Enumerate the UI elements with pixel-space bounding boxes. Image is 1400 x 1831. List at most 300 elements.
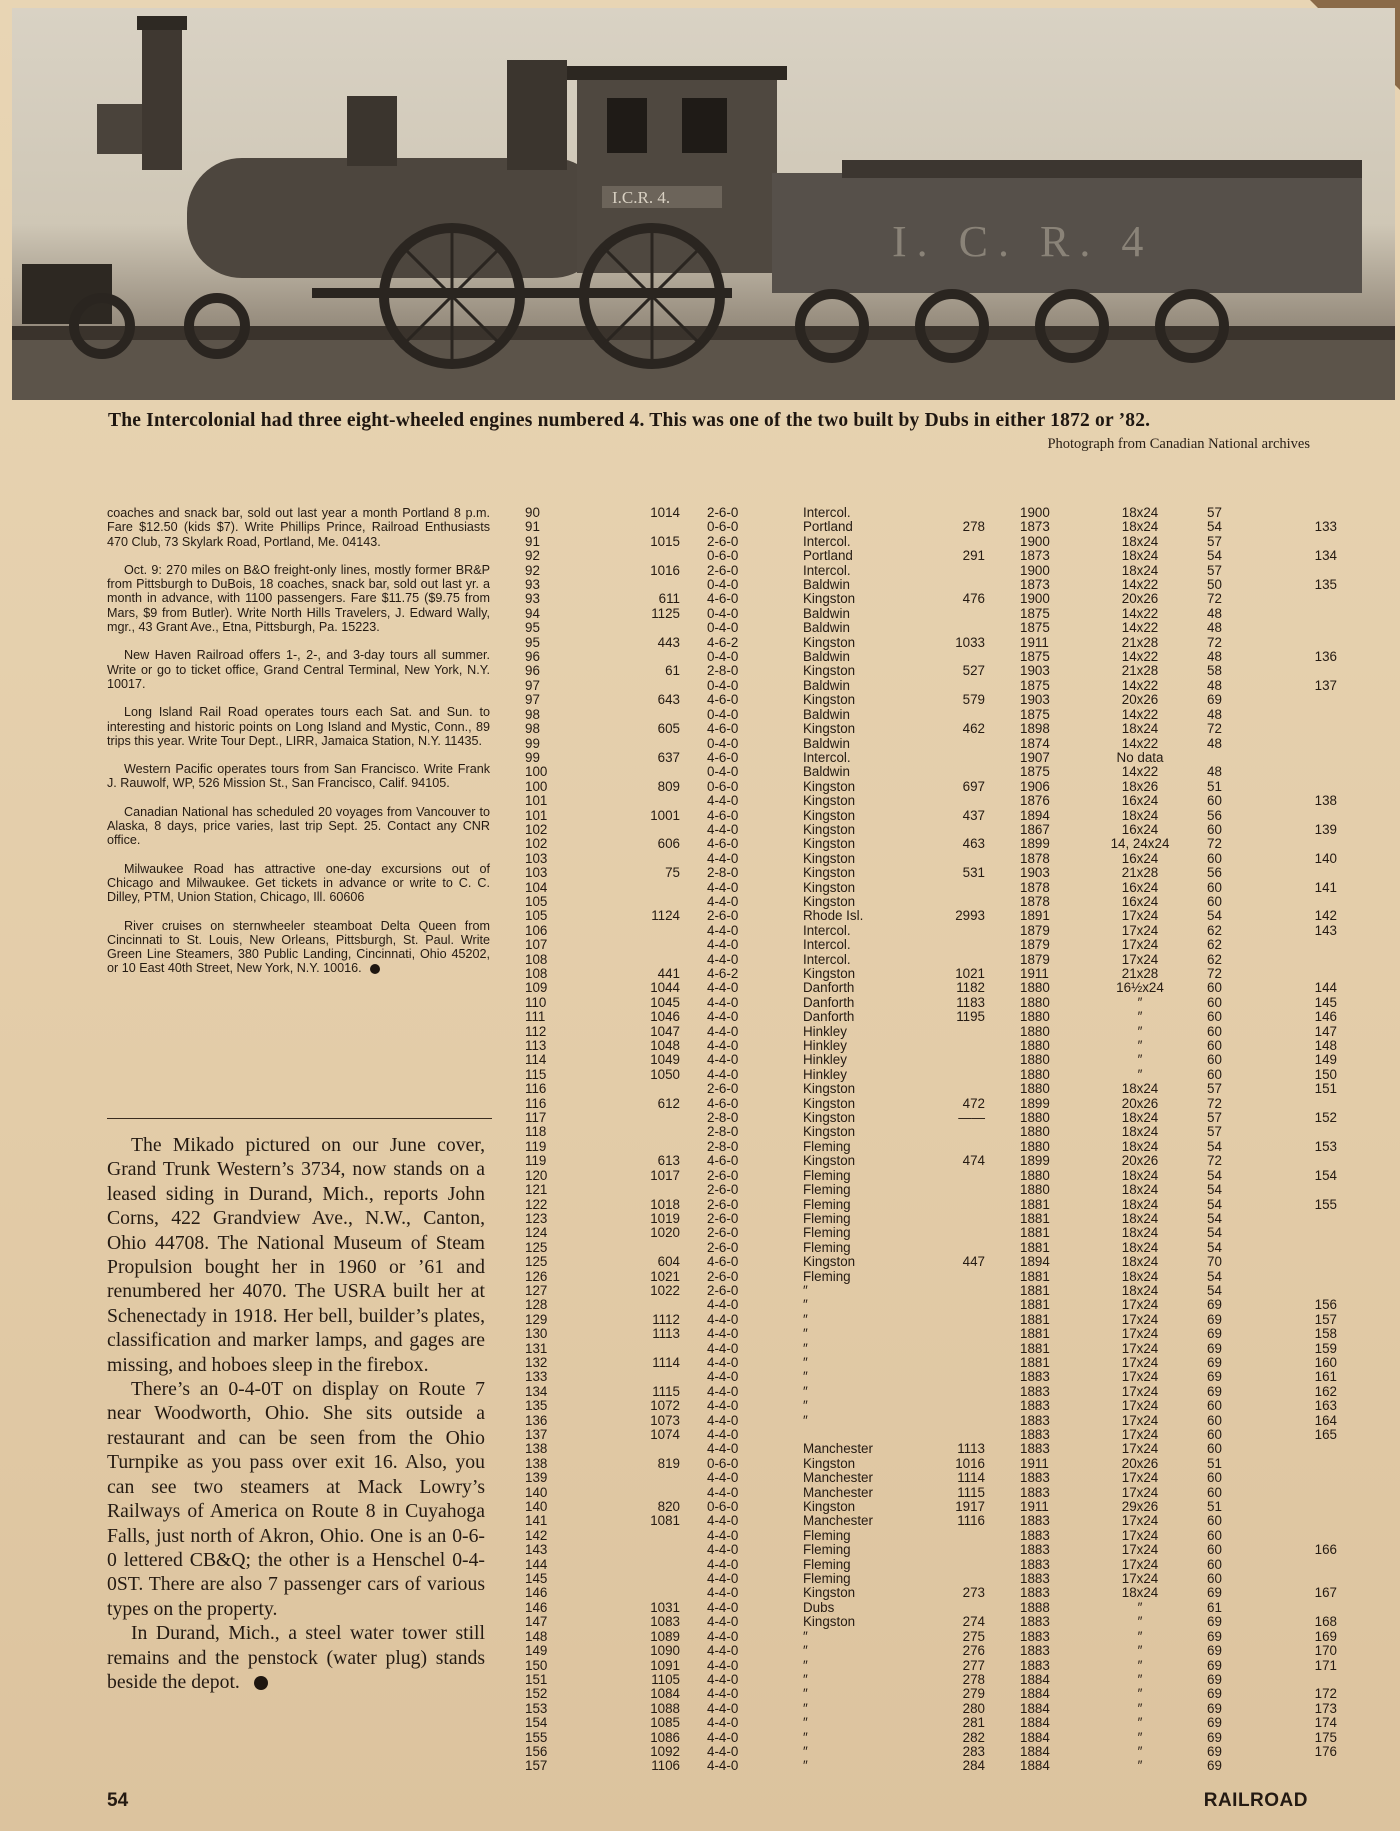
table-cell: 60 — [1207, 1571, 1222, 1587]
table-cell: 1894 — [1020, 1254, 1050, 1270]
table-cell: Intercol. — [803, 922, 851, 938]
table-cell: 4-4-0 — [707, 1743, 739, 1759]
table-cell: 2-8-0 — [707, 1110, 739, 1126]
table-row — [525, 650, 1345, 664]
table-cell: 54 — [1207, 519, 1222, 535]
table-cell: 106 — [525, 922, 548, 938]
table-cell: 4-4-0 — [707, 1383, 739, 1399]
table-cell: 1081 — [650, 1513, 680, 1529]
table-cell: 1090 — [650, 1643, 680, 1659]
table-cell: 51 — [1207, 778, 1222, 794]
table-cell: Manchester — [803, 1470, 873, 1486]
table-cell: 60 — [1207, 793, 1222, 809]
table-cell: 1084 — [650, 1686, 680, 1702]
table-cell: 4-4-0 — [707, 1715, 739, 1731]
table-cell: 105 — [525, 893, 548, 909]
table-row — [525, 1039, 1345, 1053]
table-cell: 157 — [525, 1758, 548, 1774]
table-cell: 17x24 — [1121, 908, 1159, 924]
table-cell: 579 — [962, 692, 985, 708]
table-cell: 1911 — [1020, 1455, 1049, 1471]
table-cell: 147 — [525, 1614, 548, 1630]
table-cell: 278 — [962, 1671, 985, 1687]
table-cell: No data — [1116, 749, 1164, 765]
table-cell: 447 — [962, 1254, 985, 1270]
table-cell: Manchester — [803, 1441, 873, 1457]
table-cell: 1106 — [651, 1758, 680, 1774]
table-cell: 18x24 — [1121, 519, 1159, 535]
table-cell: Kingston — [803, 1455, 856, 1471]
table-cell: 72 — [1207, 836, 1222, 852]
table-cell: 69 — [1207, 1311, 1222, 1327]
table-cell: 128 — [525, 1297, 548, 1313]
table-cell: 21x28 — [1121, 865, 1159, 881]
table-cell: 17x24 — [1121, 937, 1159, 953]
table-cell: ″ — [803, 1383, 808, 1399]
table-cell: 1033 — [955, 634, 985, 650]
table-cell: 149 — [525, 1643, 548, 1659]
table-cell: ″ — [803, 1628, 808, 1644]
table-cell: 278 — [962, 519, 985, 535]
table-cell: 69 — [1207, 1383, 1222, 1399]
table-cell: 2-6-0 — [707, 562, 739, 578]
table-row — [525, 1745, 1345, 1759]
notice-item: New Haven Railroad offers 1-, 2-, and 3-day tours all summer. Write or go to ticket office, Grand Central Terminal, New York, N.Y. 10017. — [107, 648, 490, 691]
table-cell: 141 — [1314, 879, 1337, 895]
table-cell: 1884 — [1020, 1758, 1050, 1774]
table-row — [525, 520, 1345, 534]
table-cell: 1875 — [1020, 706, 1050, 722]
table-cell: 54 — [1207, 1225, 1222, 1241]
table-cell: 1881 — [1020, 1340, 1050, 1356]
table-row — [525, 1601, 1345, 1615]
table-row — [525, 621, 1345, 635]
table-cell: 118 — [525, 1124, 547, 1140]
table-cell: ″ — [803, 1729, 808, 1745]
table-cell: 54 — [1207, 1167, 1222, 1183]
table-cell: 121 — [525, 1182, 548, 1198]
table-cell: 18x24 — [1121, 1268, 1159, 1284]
table-cell: 1049 — [650, 1052, 680, 1068]
table-cell: 18x24 — [1121, 1124, 1159, 1140]
table-cell: ″ — [1137, 1643, 1143, 1659]
table-cell: 60 — [1207, 994, 1222, 1010]
table-cell: 1883 — [1020, 1470, 1050, 1486]
table-cell: 17x24 — [1121, 1513, 1159, 1529]
table-cell: 1884 — [1020, 1671, 1050, 1687]
table-cell: 4-4-0 — [707, 1542, 739, 1558]
table-cell: Intercol. — [803, 533, 851, 549]
table-cell: Fleming — [803, 1527, 851, 1543]
table-cell: 48 — [1207, 735, 1222, 751]
table-cell: 54 — [1207, 1182, 1222, 1198]
table-cell: 102 — [525, 836, 548, 852]
table-row — [525, 1169, 1345, 1183]
table-row — [525, 1514, 1345, 1528]
table-cell: 175 — [1314, 1729, 1337, 1745]
table-cell: Fleming — [803, 1167, 851, 1183]
table-cell: 280 — [962, 1700, 985, 1716]
table-cell: 4-6-0 — [707, 692, 739, 708]
table-cell: 60 — [1207, 850, 1222, 866]
table-cell: 2-6-0 — [707, 1196, 739, 1212]
table-cell: 1883 — [1020, 1398, 1050, 1414]
table-row — [525, 1327, 1345, 1341]
table-cell: 1105 — [651, 1671, 680, 1687]
table-cell: 125 — [525, 1254, 548, 1270]
table-cell: Kingston — [803, 836, 856, 852]
table-cell: 1881 — [1020, 1311, 1050, 1327]
table-cell: ″ — [803, 1700, 808, 1716]
table-cell: 18x26 — [1121, 778, 1159, 794]
table-cell: ″ — [1137, 994, 1143, 1010]
table-cell: 17x24 — [1121, 1527, 1159, 1543]
table-cell: 95 — [525, 634, 540, 650]
table-row — [525, 1010, 1345, 1024]
table-row — [525, 1097, 1345, 1111]
table-cell: 48 — [1207, 677, 1222, 693]
table-cell: Baldwin — [803, 605, 850, 621]
table-row — [525, 1731, 1345, 1745]
table-cell: 4-4-0 — [707, 1556, 739, 1572]
table-cell: 164 — [1314, 1412, 1337, 1428]
table-cell: Kingston — [803, 721, 856, 737]
table-cell: 1883 — [1020, 1542, 1050, 1558]
table-cell: 54 — [1207, 1196, 1222, 1212]
table-cell: 60 — [1207, 1066, 1222, 1082]
table-cell: 165 — [1314, 1427, 1337, 1442]
table-cell: 1888 — [1020, 1599, 1050, 1615]
table-cell: 1880 — [1020, 1038, 1050, 1054]
table-cell: 17x24 — [1121, 1556, 1159, 1572]
table-cell: 14, 24x24 — [1110, 836, 1170, 852]
table-row — [525, 737, 1345, 751]
table-cell: 69 — [1207, 1758, 1222, 1774]
table-cell: 17x24 — [1121, 1311, 1159, 1327]
table-row — [525, 1370, 1345, 1384]
table-cell: 1874 — [1020, 735, 1050, 751]
table-cell: ″ — [1137, 1715, 1143, 1731]
table-cell: Danforth — [803, 994, 855, 1010]
table-cell: 697 — [962, 778, 985, 794]
table-row — [525, 996, 1345, 1010]
table-cell: 135 — [1314, 577, 1337, 593]
table-cell: 95 — [525, 620, 540, 636]
table-cell: 99 — [525, 749, 540, 765]
table-cell: 1883 — [1020, 1427, 1050, 1442]
table-cell: 154 — [525, 1715, 548, 1731]
table-cell: 437 — [962, 807, 985, 823]
table-cell: 69 — [1207, 1715, 1222, 1731]
table-cell: Kingston — [803, 807, 856, 823]
table-cell: 1875 — [1020, 620, 1050, 636]
table-cell: 2-6-0 — [707, 1225, 739, 1241]
table-cell: 1883 — [1020, 1527, 1050, 1543]
table-cell: 18x24 — [1121, 1110, 1159, 1126]
table-cell: ″ — [1137, 1671, 1143, 1687]
table-cell: 143 — [1314, 922, 1337, 938]
table-cell: 156 — [525, 1743, 548, 1759]
table-cell: 1015 — [650, 533, 680, 549]
table-cell: 4-4-0 — [707, 1066, 739, 1082]
table-row — [525, 1385, 1345, 1399]
table-cell: Kingston — [803, 1254, 856, 1270]
table-cell: 1873 — [1020, 548, 1050, 564]
table-cell: 93 — [525, 591, 540, 607]
table-cell: ″ — [803, 1340, 808, 1356]
table-cell: 1884 — [1020, 1686, 1050, 1702]
table-cell: 166 — [1314, 1542, 1337, 1558]
table-cell: 56 — [1207, 865, 1222, 881]
table-row — [525, 506, 1345, 520]
table-cell: 1880 — [1020, 980, 1050, 996]
table-cell: 158 — [1314, 1326, 1337, 1342]
table-cell: 142 — [1314, 908, 1337, 924]
table-cell: Fleming — [803, 1210, 851, 1226]
table-cell: 1883 — [1020, 1556, 1050, 1572]
table-cell: 282 — [962, 1729, 985, 1745]
table-cell: 1884 — [1020, 1700, 1050, 1716]
table-row — [525, 1284, 1345, 1298]
table-cell: 4-4-0 — [707, 850, 739, 866]
table-row — [525, 1471, 1345, 1485]
table-cell: 123 — [525, 1210, 548, 1226]
table-row — [525, 564, 1345, 578]
table-cell: 643 — [657, 692, 680, 708]
table-cell: 2-6-0 — [707, 908, 739, 924]
table-cell: 153 — [525, 1700, 548, 1716]
table-cell: 60 — [1207, 980, 1222, 996]
table-cell: 0-4-0 — [707, 706, 739, 722]
table-cell: Kingston — [803, 1110, 856, 1126]
table-cell: 57 — [1207, 562, 1222, 578]
table-cell: 1879 — [1020, 937, 1050, 953]
table-cell: 172 — [1314, 1686, 1337, 1702]
table-row — [525, 1154, 1345, 1168]
table-cell: Kingston — [803, 793, 856, 809]
table-cell: 144 — [1314, 980, 1337, 996]
table-cell: 1873 — [1020, 519, 1050, 535]
table-cell: 1046 — [650, 1009, 680, 1025]
table-cell: 115 — [525, 1066, 547, 1082]
table-cell: ″ — [803, 1297, 808, 1313]
table-cell: 2-6-0 — [707, 1182, 739, 1198]
table-cell: 1875 — [1020, 605, 1050, 621]
table-cell: 4-4-0 — [707, 1657, 739, 1673]
table-cell: 1903 — [1020, 663, 1050, 679]
table-cell: 14x22 — [1121, 764, 1159, 780]
table-cell: 0-4-0 — [707, 764, 739, 780]
table-cell: 4-4-0 — [707, 1700, 739, 1716]
table-cell: 604 — [657, 1254, 680, 1270]
table-cell: Baldwin — [803, 677, 850, 693]
table-cell: 69 — [1207, 1354, 1222, 1370]
table-row — [525, 823, 1345, 837]
table-cell: 2-6-0 — [707, 1081, 739, 1097]
table-cell: 605 — [657, 721, 680, 737]
table-cell: 1114 — [652, 1354, 680, 1370]
table-cell: ″ — [803, 1657, 808, 1673]
magazine-name: RAILROAD — [1203, 1790, 1308, 1811]
table-cell: 60 — [1207, 1441, 1222, 1457]
table-cell: 17x24 — [1121, 1326, 1159, 1342]
table-row — [525, 549, 1345, 563]
excursion-notices — [107, 506, 490, 990]
table-cell: 1072 — [650, 1398, 680, 1414]
table-row — [525, 1586, 1345, 1600]
table-row — [525, 1198, 1345, 1212]
table-cell: 2-8-0 — [707, 1124, 739, 1140]
table-cell: 17x24 — [1121, 1441, 1159, 1457]
table-cell: 69 — [1207, 1700, 1222, 1716]
table-cell: 51 — [1207, 1499, 1222, 1515]
table-cell: 20x26 — [1121, 1153, 1159, 1169]
table-cell: 1911 — [1020, 1499, 1049, 1515]
table-cell: 527 — [962, 663, 985, 679]
table-cell: 62 — [1207, 922, 1222, 938]
table-cell: 170 — [1314, 1643, 1337, 1659]
table-cell: Kingston — [803, 879, 856, 895]
table-cell: ″ — [1137, 1009, 1143, 1025]
table-cell: 4-4-0 — [707, 1758, 739, 1774]
table-cell: 1050 — [650, 1066, 680, 1082]
table-cell: 151 — [525, 1671, 548, 1687]
table-cell: 103 — [525, 850, 548, 866]
table-cell: 155 — [1314, 1196, 1337, 1212]
table-cell: 50 — [1207, 577, 1222, 593]
table-cell: 17x24 — [1121, 1297, 1159, 1313]
table-cell: 17x24 — [1121, 1542, 1159, 1558]
table-cell: 69 — [1207, 1657, 1222, 1673]
table-cell: 116 — [525, 1095, 547, 1111]
table-cell: 1880 — [1020, 1009, 1050, 1025]
table-cell: 17x24 — [1121, 1369, 1159, 1385]
table-row — [525, 578, 1345, 592]
table-cell: Kingston — [803, 966, 856, 981]
table-cell: 463 — [962, 836, 985, 852]
table-cell: 145 — [1314, 994, 1337, 1010]
table-cell: 1883 — [1020, 1484, 1050, 1500]
table-cell: 155 — [525, 1729, 548, 1745]
table-cell: 4-4-0 — [707, 1354, 739, 1370]
table-cell: 16x24 — [1121, 893, 1159, 909]
table-cell: 69 — [1207, 1671, 1222, 1687]
table-cell: 150 — [525, 1657, 548, 1673]
table-row — [525, 607, 1345, 621]
table-row — [525, 1644, 1345, 1658]
table-cell: 4-4-0 — [707, 1412, 739, 1428]
table-cell: 4-6-0 — [707, 1254, 739, 1270]
table-cell: 60 — [1207, 1023, 1222, 1039]
table-cell: 18x24 — [1121, 1081, 1159, 1097]
table-cell: 1881 — [1020, 1326, 1050, 1342]
table-cell: 152 — [525, 1686, 548, 1702]
table-cell: 21x28 — [1121, 634, 1159, 650]
table-row — [525, 866, 1345, 880]
table-cell: 60 — [1207, 1470, 1222, 1486]
table-cell: 51 — [1207, 1455, 1222, 1471]
table-cell: 16x24 — [1121, 821, 1159, 837]
table-cell: 4-4-0 — [707, 1729, 739, 1745]
table-row — [525, 1687, 1345, 1701]
table-cell: 167 — [1314, 1585, 1337, 1601]
table-cell: 90 — [525, 505, 540, 520]
table-cell: 4-4-0 — [707, 1643, 739, 1659]
table-cell: 108 — [525, 951, 548, 967]
notice-item: coaches and snack bar, sold out last year a month Portland 8 p.m. Fare $12.50 (kids $7). Write Phillips Prince, Railroad Enthusiasts 470 Club, 73 Skylark Road, Portland, Me. 04143. — [107, 506, 490, 549]
table-cell: 4-6-0 — [707, 591, 739, 607]
table-cell: 1112 — [652, 1311, 680, 1327]
table-cell: 1899 — [1020, 1153, 1050, 1169]
table-cell: 284 — [962, 1758, 985, 1774]
table-cell: 1880 — [1020, 1066, 1050, 1082]
table-cell: 69 — [1207, 1326, 1222, 1342]
tender-lettering: I. C. R. 4 — [892, 217, 1154, 266]
table-cell: Baldwin — [803, 764, 850, 780]
table-cell: ″ — [803, 1686, 808, 1702]
table-cell: ″ — [803, 1758, 808, 1774]
table-cell: 17x24 — [1121, 922, 1159, 938]
table-cell: Intercol. — [803, 505, 851, 520]
photo-caption: The Intercolonial had three eight-wheeled engines numbered 4. This was one of the two built by Dubs in either 1872 or ’82. — [108, 410, 1151, 431]
table-cell: 1875 — [1020, 764, 1050, 780]
table-cell: 62 — [1207, 951, 1222, 967]
table-cell: 1883 — [1020, 1585, 1050, 1601]
table-cell: 4-4-0 — [707, 1297, 739, 1313]
table-cell: 472 — [962, 1095, 985, 1111]
table-cell: 2-6-0 — [707, 1210, 739, 1226]
table-cell: 169 — [1314, 1628, 1337, 1644]
table-row — [525, 881, 1345, 895]
table-cell: 1883 — [1020, 1643, 1050, 1659]
table-cell: 93 — [525, 577, 540, 593]
table-cell: 1884 — [1020, 1743, 1050, 1759]
table-row — [525, 1025, 1345, 1039]
table-row — [525, 1241, 1345, 1255]
table-cell: 60 — [1207, 1513, 1222, 1529]
table-cell: 443 — [657, 634, 680, 650]
table-cell: ″ — [1137, 1686, 1143, 1702]
table-row — [525, 664, 1345, 678]
table-cell: 1195 — [956, 1009, 985, 1025]
table-cell: 160 — [1314, 1354, 1337, 1370]
table-cell: 54 — [1207, 1282, 1222, 1298]
table-cell: 1113 — [652, 1326, 680, 1342]
table-cell: 72 — [1207, 721, 1222, 737]
table-cell: 0-4-0 — [707, 649, 739, 665]
table-cell: 48 — [1207, 605, 1222, 621]
table-cell: 0-6-0 — [707, 1455, 739, 1471]
table-cell: 1876 — [1020, 793, 1050, 809]
table-cell: 148 — [1314, 1038, 1337, 1054]
table-cell: 1883 — [1020, 1441, 1050, 1457]
table-cell: 819 — [657, 1455, 680, 1471]
table-cell: 109 — [525, 980, 548, 996]
table-row — [525, 1457, 1345, 1471]
table-cell: ″ — [1137, 1758, 1143, 1774]
table-row — [525, 1659, 1345, 1673]
table-cell: 142 — [525, 1527, 548, 1543]
table-cell: 18x24 — [1121, 1138, 1159, 1154]
table-cell: 4-6-0 — [707, 1095, 739, 1111]
table-cell: 14x22 — [1121, 735, 1159, 751]
table-row — [525, 1529, 1345, 1543]
table-cell: ″ — [1137, 1038, 1143, 1054]
table-cell: Kingston — [803, 865, 856, 881]
table-cell: 91 — [525, 533, 540, 549]
table-cell: Fleming — [803, 1239, 851, 1255]
table-cell: 57 — [1207, 1081, 1222, 1097]
